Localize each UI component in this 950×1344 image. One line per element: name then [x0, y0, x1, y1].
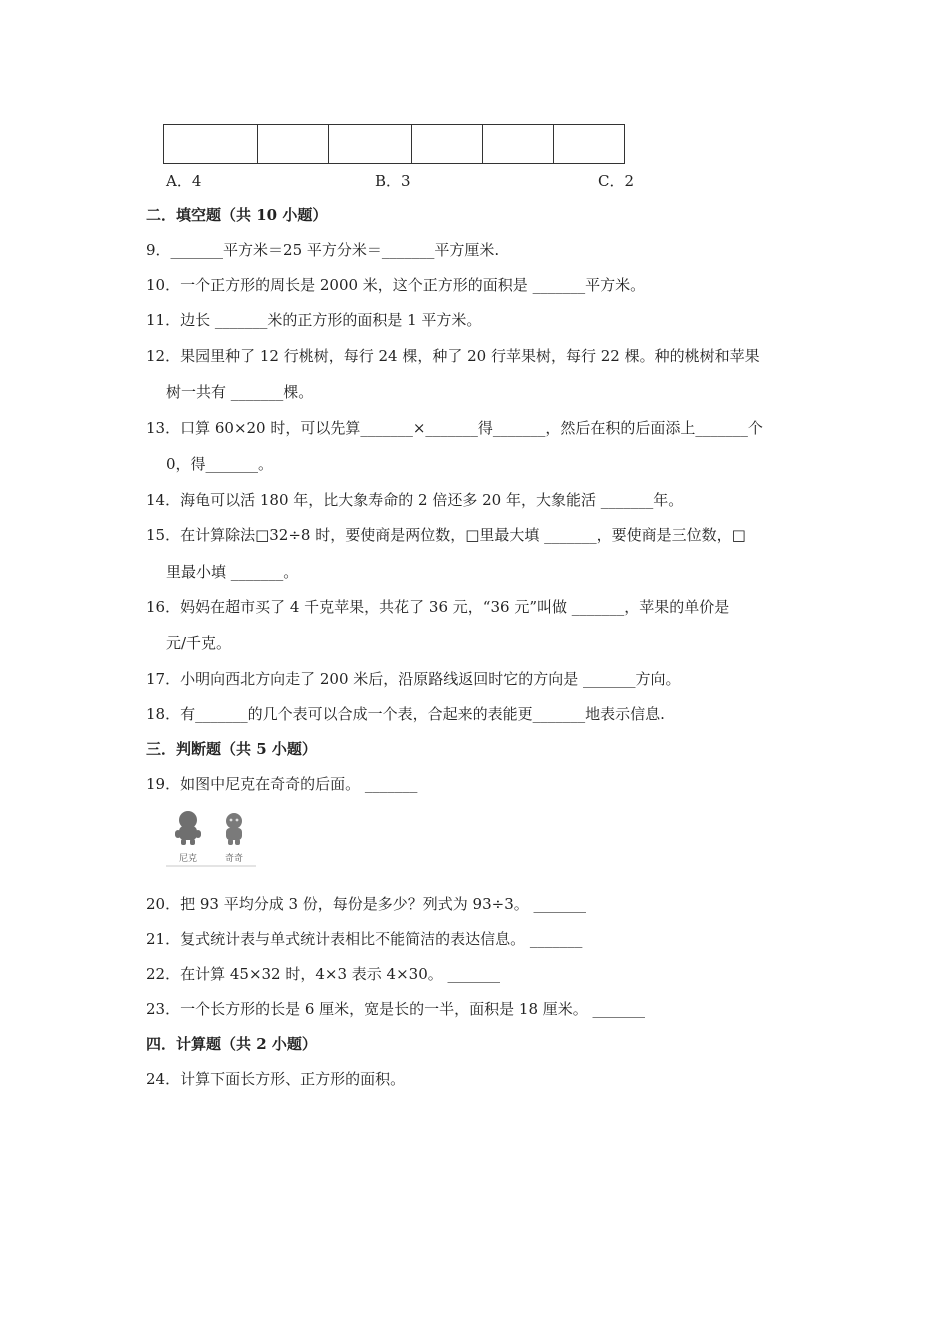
section-heading-judge: 三．判断题（共 5 小题）	[146, 740, 317, 758]
question-12: 12．果园里种了 12 行桃树，每行 24 棵，种了 20 行苹果树，每行 22 棵。种的桃树和苹果	[146, 347, 760, 365]
question-15: 15．在计算除法□32÷8 时，要使商是两位数，□里最大填 _______，要使商是三位数，□	[146, 526, 746, 544]
question-19: 19．如图中尼克在奇奇的后面。 _______	[146, 775, 418, 793]
box-cell	[483, 125, 554, 163]
section-heading-fill: 二．填空题（共 10 小题）	[146, 206, 328, 224]
box-cell	[412, 125, 483, 163]
question-10: 10．一个正方形的周长是 2000 米，这个正方形的面积是 _______平方米。	[146, 276, 646, 294]
nick-figure	[175, 811, 201, 845]
answer-boxes	[163, 124, 625, 164]
question-16-cont: 元/千克。	[166, 634, 232, 652]
characters-image	[166, 806, 256, 868]
question-18: 18．有_______的几个表可以合成一个表，合起来的表能更_______地表示信息.	[146, 705, 665, 723]
question-15-cont: 里最小填 _______。	[166, 563, 299, 581]
question-20: 20．把 93 平均分成 3 份，每份是多少？列式为 93÷3。 _______	[146, 895, 587, 913]
question-9: 9．_______平方米＝25 平方分米＝_______平方厘米.	[146, 241, 500, 259]
question-12-cont: 树一共有 _______棵。	[166, 383, 314, 401]
question-11: 11．边长 _______米的正方形的面积是 1 平方米。	[146, 311, 482, 329]
box-cell	[554, 125, 624, 163]
question-19-figure	[166, 806, 256, 868]
question-21: 21．复式统计表与单式统计表相比不能简洁的表达信息。 _______	[146, 930, 583, 948]
question-22: 22．在计算 45×32 时，4×3 表示 4×30。 _______	[146, 965, 501, 983]
question-17: 17．小明向西北方向走了 200 米后，沿原路线返回时它的方向是 _______方向。	[146, 670, 681, 688]
section-heading-calc: 四．计算题（共 2 小题）	[146, 1035, 317, 1053]
box-cell	[329, 125, 412, 163]
qiqi-figure	[226, 813, 242, 845]
question-13: 13．口算 60×20 时，可以先算_______×_______得_______，然后在积的后面添上_______个	[146, 419, 763, 437]
figure-label-qiqi: 奇奇	[224, 854, 244, 864]
question-14: 14．海龟可以活 180 年，比大象寿命的 2 倍还多 20 年，大象能活 _______年。	[146, 491, 684, 509]
option-c: C．2	[598, 172, 635, 190]
question-23: 23．一个长方形的长是 6 厘米，宽是长的一半，面积是 18 厘米。 _______	[146, 1000, 646, 1018]
option-a: A．4	[166, 172, 202, 190]
box-cell	[258, 125, 329, 163]
box-cell	[164, 125, 258, 163]
question-24: 24．计算下面长方形、正方形的面积。	[146, 1070, 406, 1088]
option-b: B．3	[375, 172, 411, 190]
question-13-cont: 0，得_______。	[166, 455, 274, 473]
figure-label-nick: 尼克	[178, 854, 198, 864]
question-16: 16．妈妈在超市买了 4 千克苹果，共花了 36 元，“36 元”叫做 _______，苹果的单价是	[146, 598, 730, 616]
